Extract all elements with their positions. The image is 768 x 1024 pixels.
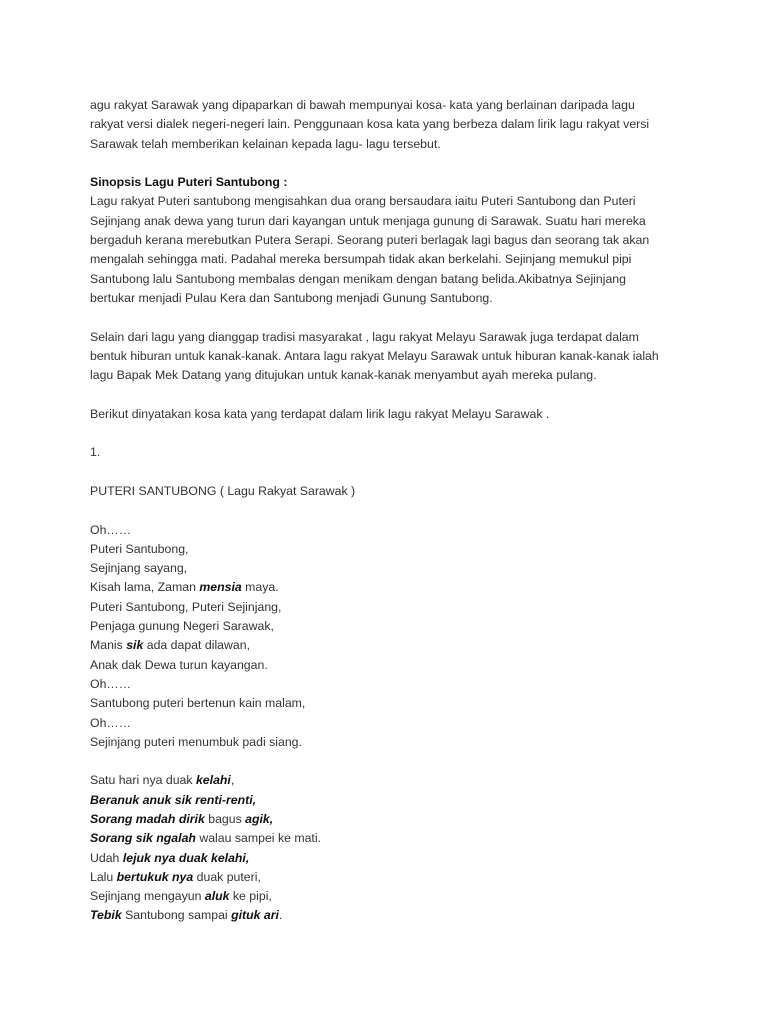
lyric-text: Lalu <box>90 869 117 884</box>
lyric-line <box>90 791 710 810</box>
lyric-text: Satu hari nya duak <box>90 773 196 788</box>
paragraph-3 <box>90 405 710 424</box>
synopsis-line: bergaduh kerana merebutkan Putera Serapi. Seorang puteri berlagak lagi bagus dan seorang tak akan <box>90 233 650 248</box>
lyric-line: Sejinjang puteri menumbuk padi siang. <box>90 734 302 749</box>
vocab-word: agik, <box>245 811 274 826</box>
synopsis-section <box>90 173 710 308</box>
vocab-word: gituk ari <box>231 908 279 923</box>
lyric-line: Sejinjang sayang, <box>90 561 188 576</box>
lyric-line: Puteri Santubong, Puteri Sejinjang, <box>90 599 282 614</box>
vocab-word: bertukuk nya <box>116 869 194 884</box>
vocab-word: Beranuk anuk sik renti-renti, <box>90 792 257 807</box>
lyric-text: . <box>278 908 283 923</box>
lyric-line: Anak dak Dewa turun kayangan. <box>90 657 268 672</box>
spacer <box>90 385 710 404</box>
paragraph-line: lagu Bapak Mek Datang yang ditujukan untuk kanak-kanak menyambut ayah mereka pulang. <box>90 368 597 383</box>
spacer <box>90 154 710 173</box>
intro-line: rakyat versi dialek negeri-negeri lain. Penggunaan kosa kata yang berbeza dalam lirik lagu rakyat versi <box>90 117 650 132</box>
lyric-line <box>90 810 710 829</box>
song-title-block <box>90 482 710 501</box>
list-number: 1. <box>90 445 101 460</box>
paragraph-2 <box>90 328 710 386</box>
lyric-line <box>90 887 710 906</box>
verse-2 <box>90 771 710 925</box>
vocab-word: mensia <box>199 580 242 595</box>
lyric-text: walau sampei ke mati. <box>195 831 321 846</box>
lyric-text: Kisah lama, Zaman <box>90 580 200 595</box>
lyric-line: Oh…… <box>90 676 131 691</box>
lyric-line <box>90 636 710 655</box>
lyric-line: Puteri Santubong, <box>90 541 189 556</box>
synopsis-line: mengalah sehingga mati. Padahal mereka bersumpah tidak akan berkelahi. Sejinjang memukul pipi <box>90 252 632 267</box>
synopsis-line: Lagu rakyat Puteri santubong mengisahkan dua orang bersaudara iaitu Puteri Santubong dan Puteri <box>90 194 636 209</box>
spacer <box>90 424 710 443</box>
lyric-text: Manis <box>90 638 127 653</box>
lyric-text: Sejinjang mengayun <box>90 889 205 904</box>
lyric-text: Santubong sampai <box>121 908 232 923</box>
spacer <box>90 463 710 482</box>
lyric-text: ada dapat dilawan, <box>143 638 250 653</box>
lyric-line <box>90 578 710 597</box>
synopsis-heading: Sinopsis Lagu Puteri Santubong : <box>90 175 288 190</box>
lyric-line: Oh…… <box>90 522 131 537</box>
item-number <box>90 443 710 462</box>
vocab-word: Sorang sik ngalah <box>90 831 196 846</box>
document-page <box>90 96 710 926</box>
lyric-text: Udah <box>90 850 123 865</box>
synopsis-line: Sejinjang anak dewa yang turun dari kayangan untuk menjaga gunung di Sarawak. Suatu hari mereka <box>90 213 646 228</box>
vocab-word: kelahi <box>195 773 231 788</box>
lyric-line <box>90 771 710 790</box>
lyric-text: maya. <box>241 580 279 595</box>
spacer <box>90 308 710 327</box>
lyric-line <box>90 906 710 925</box>
synopsis-line: bertukar menjadi Pulau Kera dan Santubong menjadi Gunung Santubong. <box>90 290 493 305</box>
verse-1 <box>90 521 710 753</box>
paragraph-line: Selain dari lagu yang dianggap tradisi masyarakat , lagu rakyat Melayu Sarawak juga terdapat dalam <box>90 329 639 344</box>
intro-line: agu rakyat Sarawak yang dipaparkan di bawah mempunyai kosa- kata yang berlainan daripada lagu <box>90 98 635 112</box>
lyric-line <box>90 868 710 887</box>
lyric-line: Santubong puteri bertenun kain malam, <box>90 696 306 711</box>
vocab-word: lejuk nya duak kelahi, <box>122 850 250 865</box>
synopsis-line: Santubong lalu Santubong membalas dengan menikam dengan batang belida.Akibatnya Sejinjang <box>90 271 626 286</box>
spacer <box>90 501 710 520</box>
vocab-word: aluk <box>204 889 230 904</box>
intro-line: Sarawak telah memberikan kelainan kepada lagu- lagu tersebut. <box>90 136 441 151</box>
paragraph-line: Berikut dinyatakan kosa kata yang terdapat dalam lirik lagu rakyat Melayu Sarawak . <box>90 406 550 421</box>
intro-paragraph <box>90 96 710 154</box>
lyric-line <box>90 849 710 868</box>
lyric-line <box>90 829 710 848</box>
lyric-text: bagus <box>204 811 246 826</box>
vocab-word: Tebik <box>90 908 122 923</box>
paragraph-line: bentuk hiburan untuk kanak-kanak. Antara lagu rakyat Melayu Sarawak untuk hiburan kanak-kanak ialah <box>90 348 659 363</box>
lyric-line: Oh…… <box>90 715 131 730</box>
lyric-text: , <box>230 773 235 788</box>
lyric-text: duak puteri, <box>193 869 261 884</box>
spacer <box>90 752 710 771</box>
song-title: PUTERI SANTUBONG ( Lagu Rakyat Sarawak ) <box>90 483 356 498</box>
lyric-text: ke pipi, <box>229 889 272 904</box>
lyric-line: Penjaga gunung Negeri Sarawak, <box>90 619 274 634</box>
vocab-word: sik <box>126 638 144 653</box>
vocab-word: Sorang madah dirik <box>90 811 205 826</box>
